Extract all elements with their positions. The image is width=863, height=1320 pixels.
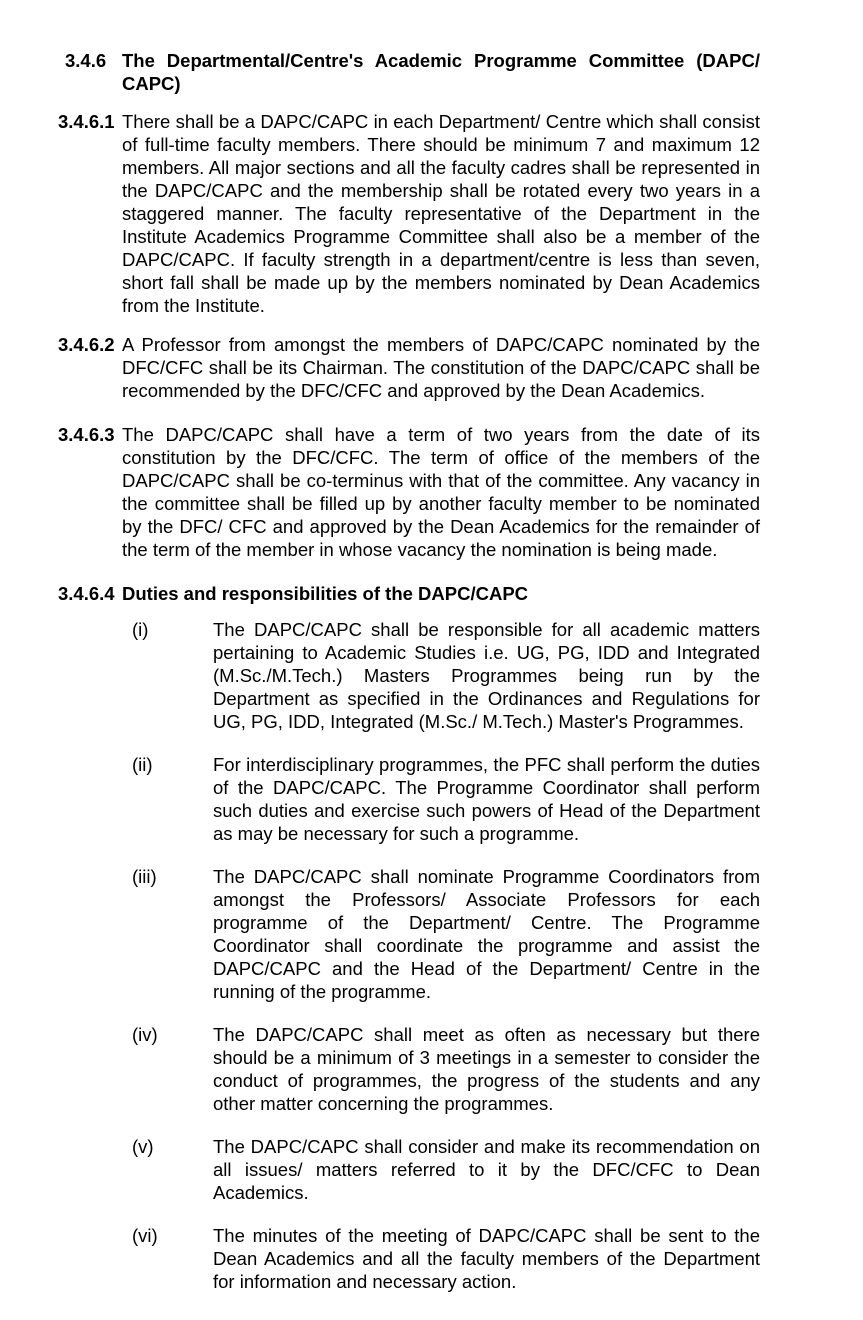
- list-item-marker: (v): [132, 1136, 154, 1157]
- list-item-text: The DAPC/CAPC shall consider and make its recommendation on all issues/ matters referred to it by the DFC/CFC to Dean Academics.: [213, 1136, 760, 1203]
- list-item: [132, 865, 760, 1003]
- paragraph: [58, 333, 760, 402]
- list-item: [132, 753, 760, 845]
- list-item: [132, 618, 760, 733]
- section-title: The Departmental/Centre's Academic Programme Committee (DAPC/ CAPC): [122, 50, 760, 94]
- subsection-heading: [58, 582, 760, 605]
- list-item-text: The DAPC/CAPC shall nominate Programme Coordinators from amongst the Professors/ Associate Professors for each programme of the Department/ Centre. The Programme Coordinator shall coordinate the programme and assist the DAPC/CAPC and the Head of the Department/ Centre in the running of the programme.: [213, 866, 760, 1002]
- subsection-number: 3.4.6.4: [58, 583, 115, 604]
- paragraph-text: There shall be a DAPC/CAPC in each Department/ Centre which shall consist of full-time faculty members. There should be minimum 7 and maximum 12 members. All major sections and all the faculty cadres shall be represented in the DAPC/CAPC and the membership shall be rotated every two years in a staggered manner. The faculty representative of the Department in the Institute Academics Programme Committee shall also be a member of the DAPC/CAPC. If faculty strength in a department/centre is less than seven, short fall shall be made up by the members nominated by Dean Academics from the Institute.: [122, 111, 760, 316]
- paragraph: [58, 423, 760, 561]
- paragraph-text: The DAPC/CAPC shall have a term of two years from the date of its constitution by the DFC/CFC. The term of office of the members of the DAPC/CAPC shall be co-terminus with that of the committee. Any vacancy in the committee shall be filled up by another faculty member to be nominated by the DFC/ CFC and approved by the Dean Academics for the remainder of the term of the member in whose vacancy the nomination is being made.: [122, 424, 760, 560]
- list-item-marker: (vi): [132, 1225, 158, 1246]
- list-item: [132, 1224, 760, 1293]
- list-item-text: For interdisciplinary programmes, the PFC shall perform the duties of the DAPC/CAPC. The Programme Coordinator shall perform such duties and exercise such powers of Head of the Department as may be necessary for such a programme.: [213, 754, 760, 844]
- paragraph-text: A Professor from amongst the members of DAPC/CAPC nominated by the DFC/CFC shall be its Chairman. The constitution of the DAPC/CAPC shall be recommended by the DFC/CFC and approved by the Dean Academics.: [122, 334, 760, 401]
- paragraph: [58, 110, 760, 317]
- list-item-text: The DAPC/CAPC shall meet as often as necessary but there should be a minimum of 3 meetings in a semester to consider the conduct of programmes, the progress of the students and any other matter concerning the programmes.: [213, 1024, 760, 1114]
- subsection-title: Duties and responsibilities of the DAPC/CAPC: [122, 583, 529, 604]
- section-heading: [65, 49, 760, 95]
- list-item: [132, 1023, 760, 1115]
- paragraph-number: 3.4.6.3: [58, 424, 115, 445]
- list-item-marker: (i): [132, 619, 149, 640]
- list-item: [132, 1135, 760, 1204]
- list-item-text: The DAPC/CAPC shall be responsible for all academic matters pertaining to Academic Studies i.e. UG, PG, IDD and Integrated (M.Sc./M.Tech.) Masters Programmes being run by the Department as specified in the Ordinances and Regulations for UG, PG, IDD, Integrated (M.Sc./ M.Tech.) Master's Programmes.: [213, 619, 760, 732]
- paragraph-number: 3.4.6.2: [58, 334, 115, 355]
- paragraph-number: 3.4.6.1: [58, 111, 115, 132]
- list-item-marker: (iii): [132, 866, 157, 887]
- list-item-marker: (ii): [132, 754, 153, 775]
- list-item-text: The minutes of the meeting of DAPC/CAPC shall be sent to the Dean Academics and all the faculty members of the Department for information and necessary action.: [213, 1225, 760, 1292]
- section-number: 3.4.6: [65, 50, 107, 71]
- list-item-marker: (iv): [132, 1024, 158, 1045]
